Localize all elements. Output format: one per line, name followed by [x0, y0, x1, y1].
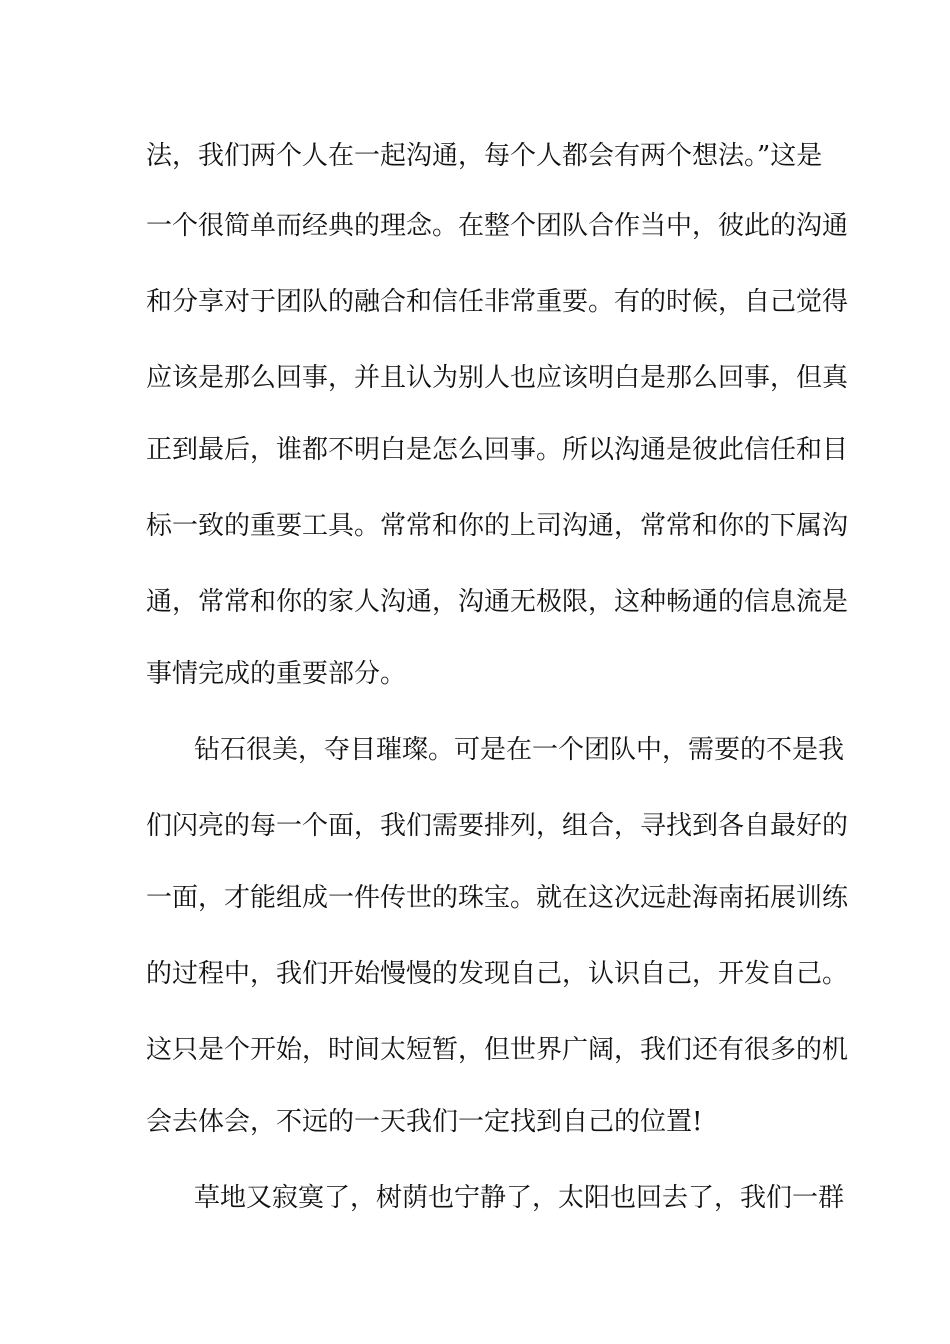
text-line: 事情完成的重要部分。 [146, 659, 407, 689]
text-line: 的过程中，我们开始慢慢的发现自己，认识自己，开发自己。 [146, 959, 849, 989]
text-line: 们闪亮的每一个面，我们需要排列，组合，寻找到各自最好的 [146, 811, 849, 841]
text-line: 和分享对于团队的融合和信任非常重要。有的时候，自己觉得 [146, 287, 849, 317]
text-line: 通，常常和你的家人沟通，沟通无极限，这种畅通的信息流是 [146, 587, 849, 617]
text-line: 正到最后，谁都不明白是怎么回事。所以沟通是彼此信任和目 [146, 435, 849, 465]
paragraph-first-line: 草地又寂寞了，树荫也宁静了，太阳也回去了，我们一群 [194, 1183, 845, 1213]
text-line: 法，我们两个人在一起沟通，每个人都会有两个想法。”这是 [146, 141, 823, 171]
text-line: 标一致的重要工具。常常和你的上司沟通，常常和你的下属沟 [146, 511, 849, 541]
text-line: 应该是那么回事，并且认为别人也应该明白是那么回事，但真 [146, 363, 849, 393]
text-line: 会去体会，不远的一天我们一定找到自己的位置! [146, 1107, 703, 1137]
text-line: 这只是个开始，时间太短暂，但世界广阔，我们还有很多的机 [146, 1035, 849, 1065]
paragraph-first-line: 钻石很美，夺目璀璨。可是在一个团队中，需要的不是我 [194, 735, 845, 765]
text-line: 一个很简单而经典的理念。在整个团队合作当中，彼此的沟通 [146, 211, 849, 241]
text-line: 一面，才能组成一件传世的珠宝。就在这次远赴海南拓展训练 [146, 883, 849, 913]
